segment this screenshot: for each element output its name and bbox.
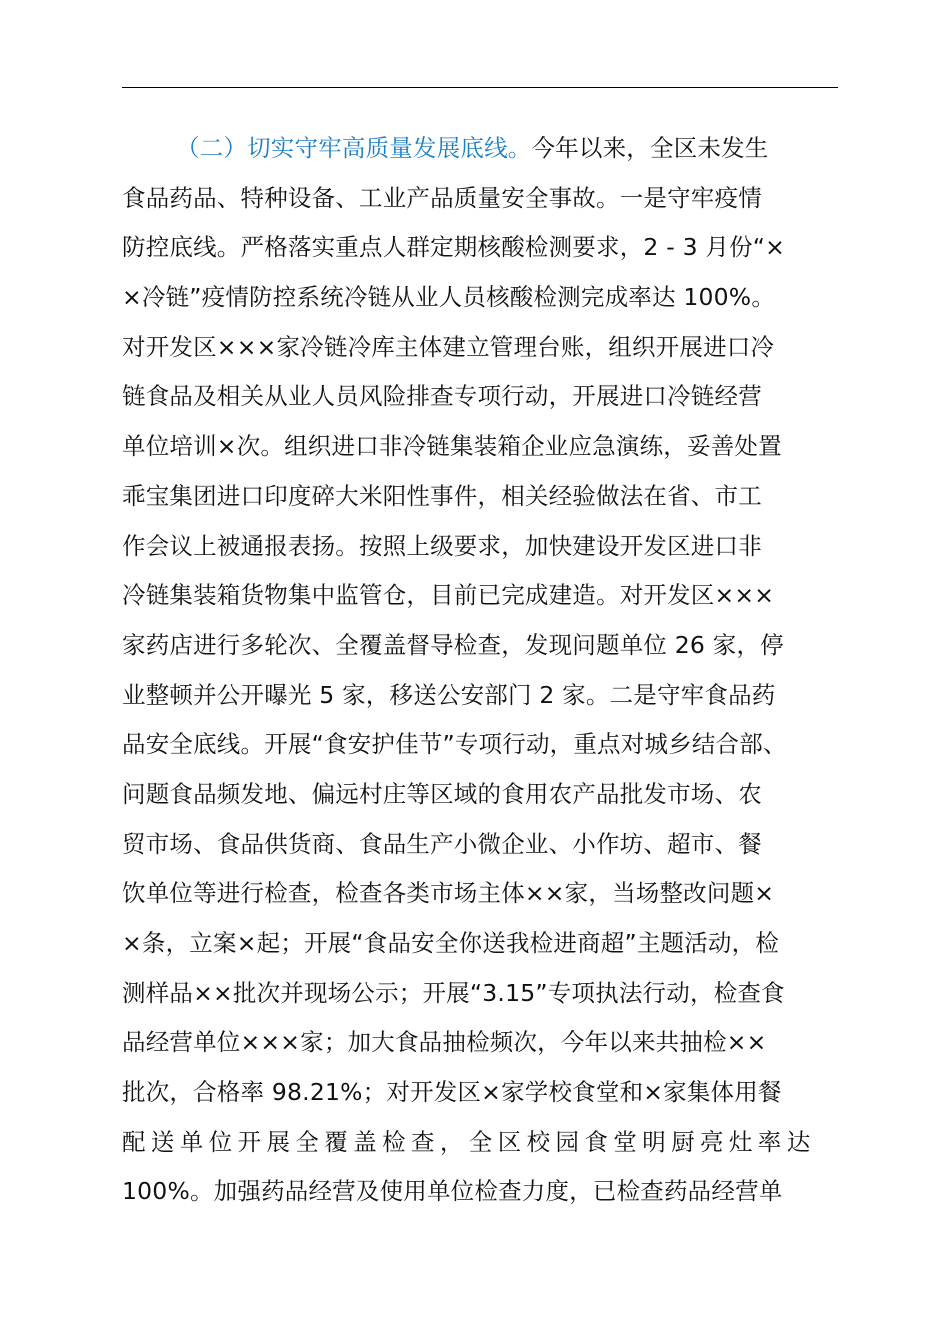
text-line: 贸市场、食品供货商、食品生产小微企业、小作坊、超市、餐 bbox=[122, 829, 762, 858]
text-line bbox=[122, 124, 862, 174]
body-paragraph bbox=[122, 124, 862, 1217]
text-line: 品安全底线。开展“食安护佳节”专项行动，重点对城乡结合部、 bbox=[122, 730, 787, 759]
text-line: 链食品及相关从业人员风险排查专项行动，开展进口冷链经营 bbox=[122, 382, 762, 411]
text-line: 批次，合格率 98.21%；对开发区×家学校食堂和×家集体用餐 bbox=[122, 1078, 782, 1107]
line-text: 今年以来，全区未发生 bbox=[531, 134, 769, 162]
text-line: 100%。加强药品经营及使用单位检查力度，已检查药品经营单 bbox=[122, 1177, 783, 1206]
text-line: 家药店进行多轮次、全覆盖督导检查，发现问题单位 26 家，停 bbox=[122, 630, 784, 659]
text-line: 品经营单位×××家；加大食品抽检频次，今年以来共抽检×× bbox=[122, 1028, 767, 1057]
text-line: 食品药品、特种设备、工业产品质量安全事故。一是守牢疫情 bbox=[122, 183, 762, 212]
text-line: 作会议上被通报表扬。按照上级要求，加快建设开发区进口非 bbox=[122, 531, 762, 560]
text-line: 配送单位开展全覆盖检查，全区校园食堂明厨亮灶率达 bbox=[122, 1127, 816, 1156]
text-line: 乖宝集团进口印度碎大米阳性事件，相关经验做法在省、市工 bbox=[122, 481, 762, 510]
text-line: ×条，立案×起；开展“食品安全你送我检进商超”主题活动，检 bbox=[122, 929, 780, 957]
text-line: 防控底线。严格落实重点人群定期核酸检测要求，2 - 3 月份“× bbox=[122, 233, 786, 262]
header-rule bbox=[122, 87, 838, 88]
text-line: 饮单位等进行检查，检查各类市场主体××家，当场整改问题× bbox=[122, 879, 775, 908]
text-line: ×冷链”疫情防控系统冷链从业人员核酸检测完成率达 100%。 bbox=[122, 283, 776, 312]
text-line: 问题食品频发地、偏远村庄等区域的食用农产品批发市场、农 bbox=[122, 779, 762, 808]
text-line: 测样品××批次并现场公示；开展“3.15”专项执法行动，检查食 bbox=[122, 978, 785, 1007]
section-heading: （二）切实守牢高质量发展底线。 bbox=[176, 134, 532, 162]
text-line: 对开发区×××家冷链冷库主体建立管理台账，组织开展进口冷 bbox=[122, 332, 775, 361]
text-line: 业整顿并公开曝光 5 家，移送公安部门 2 家。二是守牢食品药 bbox=[122, 680, 776, 709]
text-line: 单位培训×次。组织进口非冷链集装箱企业应急演练，妥善处置 bbox=[122, 432, 782, 461]
text-line: 冷链集装箱货物集中监管仓，目前已完成建造。对开发区××× bbox=[122, 581, 775, 610]
